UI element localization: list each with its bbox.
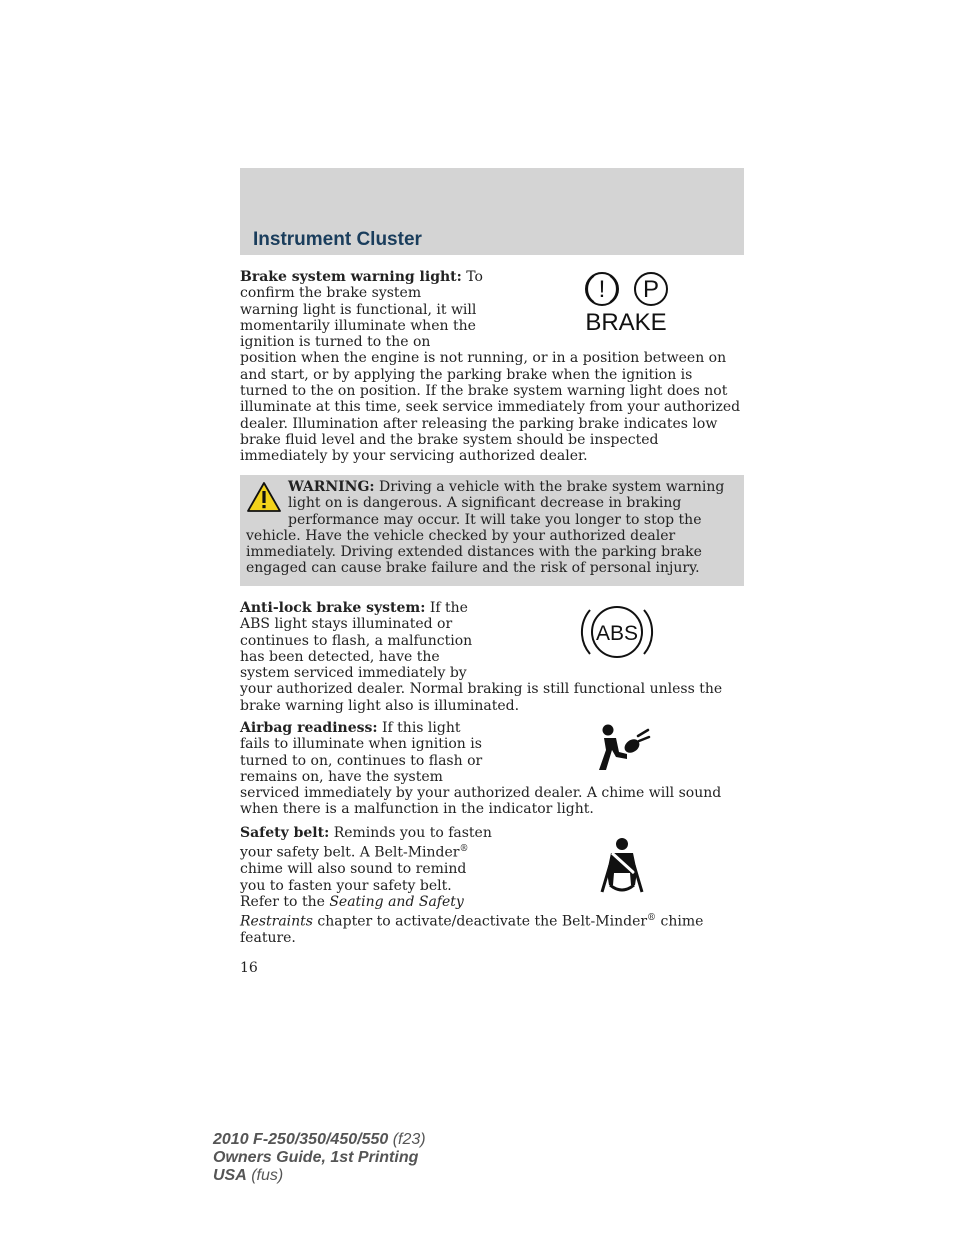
airbag-section — [240, 720, 744, 818]
registered-mark: ® — [647, 913, 657, 924]
chapter-reference: Seating and Safety Restraints — [240, 893, 464, 930]
warning-triangle-icon — [246, 481, 282, 513]
footer-model-code: (f23) — [388, 1131, 426, 1148]
brake-icon-label: BRAKE — [585, 309, 667, 336]
brake-warning-icon — [575, 270, 675, 336]
brake-icon-p: P — [642, 276, 660, 303]
belt-body-3: chapter to activate/deactivate the Belt-Minder — [312, 913, 648, 930]
abs-body: If the ABS light stays illuminated or continues to flash, a malfunction has been detected, have the system serviced immediately by your authorized dealer. Normal braking is still functional unless the brake warning light also is illuminated. — [240, 600, 723, 714]
warning-body: Driving a vehicle with the brake system warning light on is dangerous. A significant decrease in braking performance may occur. It will take you longer to stop the vehicle. Have the vehicle checked by your authorized dealer immediately. Driving extended distances with the parking brake engaged can cause brake failure and the risk of personal injury. — [246, 479, 725, 577]
abs-icon — [579, 601, 655, 663]
footer-market-code: (fus) — [246, 1167, 284, 1184]
footer-model: 2010 F-250/350/450/550 — [213, 1131, 389, 1148]
seatbelt-icon — [598, 837, 646, 895]
warning-label: WARNING: — [288, 479, 375, 495]
registered-mark: ® — [459, 844, 469, 855]
abs-icon-label: ABS — [595, 622, 639, 645]
page-number: 16 — [240, 960, 258, 976]
airbag-body: If this light fails to illuminate when ignition is turned to on, continues to flash or remains on, have the system serviced immediately by your authorized dealer. A chime will sound when there is a malfunction in the indicator light. — [240, 720, 722, 818]
belt-heading: Safety belt: — [240, 825, 330, 841]
airbag-heading: Airbag readiness: — [240, 720, 378, 736]
footer — [213, 1131, 426, 1185]
section-title: Instrument Cluster — [253, 229, 422, 250]
warning-paragraph — [246, 479, 736, 577]
footer-market: USA — [213, 1167, 247, 1184]
brake-body: To confirm the brake system warning light is functional, it will momentarily illuminate when the ignition is turned to the on position when the engine is not running, or in a position between on and start, or by applying the parking brake when the ignition is turned to the on position. If the brake system warning light does not illuminate at this time, seek service immediately from your authorized dealer. Illumination after releasing the parking brake indicates low brake fluid level and the brake system should be inspected immediately by your servicing authorized dealer. — [240, 269, 741, 465]
brake-icon-exclaim: ! — [598, 276, 606, 303]
footer-edition: Owners Guide, 1st Printing — [213, 1149, 419, 1166]
brake-heading: Brake system warning light: — [240, 269, 462, 285]
airbag-icon — [594, 722, 652, 772]
section-header — [240, 168, 744, 255]
belt-section — [240, 825, 744, 946]
abs-heading: Anti-lock brake system: — [240, 600, 426, 616]
belt-body-4: chime feature. — [240, 913, 704, 947]
warning-box — [240, 475, 744, 586]
belt-body-1: Reminds you to fasten your safety belt. A Belt-Minder — [240, 825, 492, 861]
belt-body-2: chime will also sound to remind you to fasten your safety belt. Refer to the — [240, 861, 467, 910]
abs-section — [240, 600, 744, 714]
